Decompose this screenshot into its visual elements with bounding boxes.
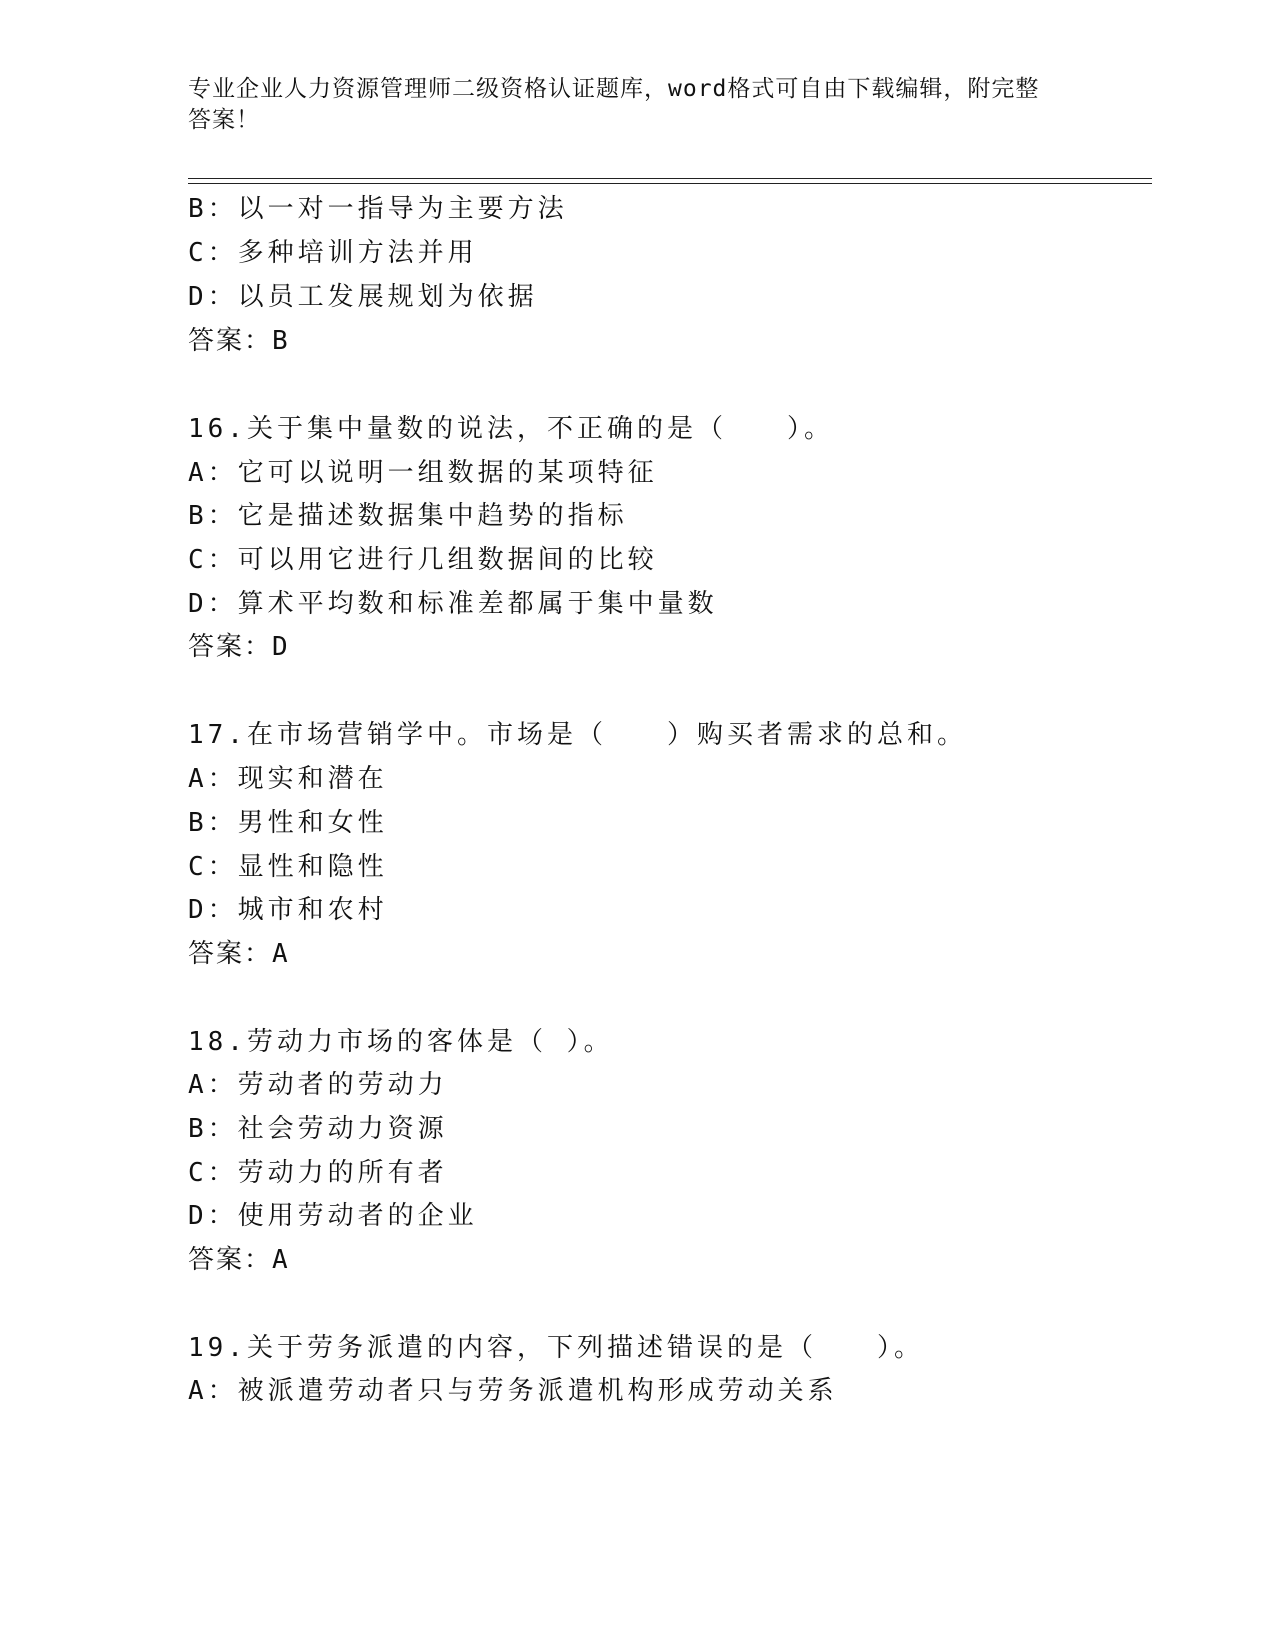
option-line: D：使用劳动者的企业 (188, 1201, 478, 1231)
option-line: D：城市和农村 (188, 895, 388, 925)
option-line: B：以一对一指导为主要方法 (188, 194, 568, 224)
header-line-1: 专业企业人力资源管理师二级资格认证题库，word格式可自由下载编辑，附完整 (188, 76, 1040, 102)
option-line: A：被派遣劳动者只与劳务派遣机构形成劳动关系 (188, 1376, 838, 1406)
option-line: B：男性和女性 (188, 808, 388, 838)
question-line: 18.劳动力市场的客体是（ ）。 (188, 1027, 614, 1057)
answer-line: 答案：A (188, 1245, 290, 1275)
question-line: 17.在市场营销学中。市场是（ ）购买者需求的总和。 (188, 720, 967, 750)
option-line: C：显性和隐性 (188, 852, 388, 882)
question-line: 16.关于集中量数的说法，不正确的是（ ）。 (188, 414, 834, 444)
question-line: 19.关于劳务派遣的内容，下列描述错误的是（ ）。 (188, 1333, 924, 1363)
option-line: B：它是描述数据集中趋势的指标 (188, 501, 628, 531)
page-header (188, 74, 1088, 136)
header-rule-top (188, 178, 1152, 179)
option-line: D：以员工发展规划为依据 (188, 282, 538, 312)
option-line: A：现实和潜在 (188, 764, 388, 794)
option-line: C：多种培训方法并用 (188, 238, 478, 268)
option-line: B：社会劳动力资源 (188, 1114, 448, 1144)
option-line: C：可以用它进行几组数据间的比较 (188, 545, 658, 575)
header-rule-bottom (188, 183, 1152, 184)
option-line: D：算术平均数和标准差都属于集中量数 (188, 589, 718, 619)
option-line: C：劳动力的所有者 (188, 1158, 448, 1188)
option-line: A：劳动者的劳动力 (188, 1070, 448, 1100)
answer-line: 答案：D (188, 632, 290, 662)
answer-line: 答案：B (188, 326, 290, 356)
header-line-2: 答案！ (188, 107, 260, 133)
option-line: A：它可以说明一组数据的某项特征 (188, 458, 658, 488)
answer-line: 答案：A (188, 939, 290, 969)
